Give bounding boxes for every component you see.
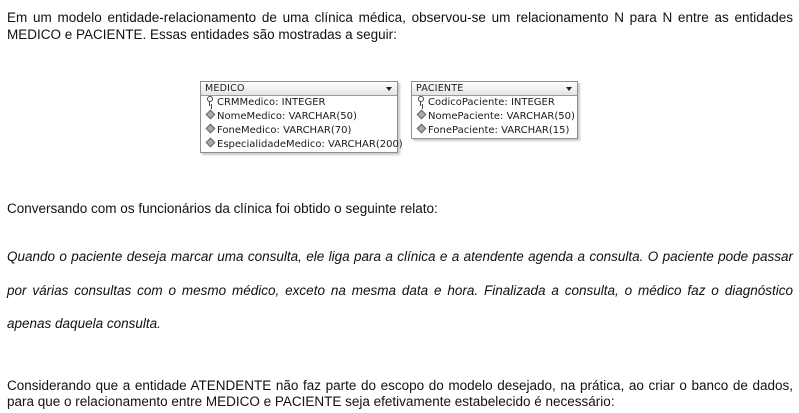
field-label: CRMMedico: INTEGER xyxy=(217,97,326,108)
entity-paciente xyxy=(411,81,578,139)
dropdown-arrow-icon xyxy=(566,87,572,91)
conversation-text: Conversando com os funcionários da clínica foi obtido o seguinte relato: xyxy=(7,201,438,216)
entity-field xyxy=(412,96,577,110)
entity-medico xyxy=(200,81,403,153)
entity-field xyxy=(201,138,403,152)
entity-field xyxy=(201,96,397,110)
question-line-2: para que o relacionamento entre MEDICO e PACIENTE seja efetivamente estabelecido é necessário: xyxy=(7,394,615,409)
key-icon xyxy=(205,96,215,110)
entity-field xyxy=(201,110,397,124)
field-icon xyxy=(205,110,215,124)
field-label: NomePaciente: VARCHAR(50) xyxy=(428,111,575,122)
field-icon xyxy=(416,110,426,124)
entity-field xyxy=(412,124,577,138)
entity-header xyxy=(412,82,577,96)
field-label: EspecialidadeMedico: VARCHAR(200) xyxy=(217,139,403,150)
entity-title: MEDICO xyxy=(205,83,245,94)
intro-line-1: Em um modelo entidade-relacionamento de uma clínica médica, observou-se um relacionamento N para N entre as entidades xyxy=(7,10,793,25)
dropdown-arrow-icon xyxy=(386,87,392,91)
field-label: FoneMedico: VARCHAR(70) xyxy=(217,125,352,136)
entity-title: PACIENTE xyxy=(416,83,464,94)
intro-line-2: MEDICO e PACIENTE. Essas entidades são mostradas a seguir: xyxy=(7,27,397,42)
field-icon xyxy=(205,124,215,138)
report-line-2: por várias consultas com o mesmo médico, exceto na mesma data e hora. Finalizada a consulta, o médico faz o diagnóstico xyxy=(7,283,793,298)
entity-header xyxy=(201,82,397,96)
field-label: NomeMedico: VARCHAR(50) xyxy=(217,111,357,122)
question-line-1: Considerando que a entidade ATENDENTE não faz parte do escopo do modelo desejado, na prática, ao criar o banco de dados, xyxy=(7,378,793,393)
key-icon xyxy=(416,96,426,110)
entity-field xyxy=(412,110,577,124)
field-label: CodicoPaciente: INTEGER xyxy=(428,97,555,108)
field-label: FonePaciente: VARCHAR(15) xyxy=(428,125,570,136)
field-icon xyxy=(416,124,426,138)
report-line-1: Quando o paciente deseja marcar uma consulta, ele liga para a clínica e a atendente agenda a consulta. O paciente pode passar xyxy=(7,249,793,264)
report-line-3: apenas daquela consulta. xyxy=(7,316,161,331)
entity-field xyxy=(201,124,397,138)
field-icon xyxy=(205,138,215,152)
